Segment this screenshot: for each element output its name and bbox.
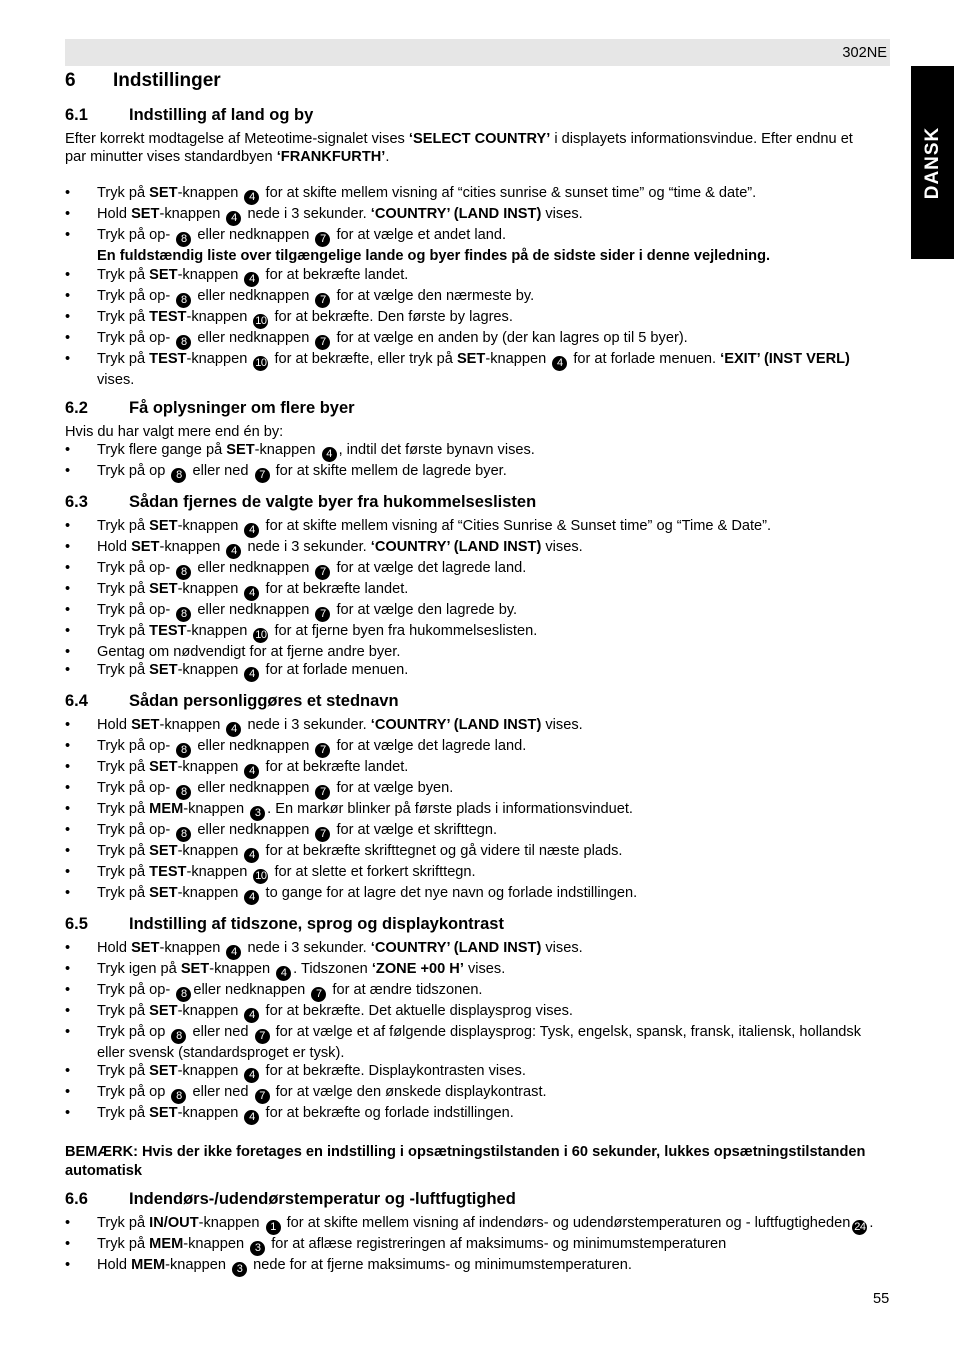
text-run: to gange for at lagre det nye navn og forlade indstillingen. [261, 885, 638, 902]
bold-text: ‘EXIT’ (INST VERL) [720, 350, 850, 367]
text-run: nede i 3 sekunder. [243, 539, 371, 556]
button-number-icon: 10 [255, 314, 267, 327]
bold-text: MEM [149, 801, 184, 818]
button-number-icon: 7 [255, 468, 270, 483]
button-number-icon: 8 [176, 827, 191, 842]
section-intro [65, 423, 875, 441]
button-number-icon: 10 [255, 629, 267, 642]
text-run: for at bekræfte landet. [261, 266, 409, 283]
button-number-icon: 1 [266, 1220, 281, 1235]
text-run: nede i 3 sekunder. [243, 206, 371, 223]
bold-text: SET [149, 1063, 178, 1080]
bold-text: SET [149, 759, 178, 776]
button-number-icon: 7 [315, 293, 330, 308]
button-number-icon: 4 [244, 190, 259, 205]
text-run: Gentag om nødvendigt for at fjerne andre byer. [97, 644, 401, 661]
list-item [65, 758, 875, 779]
page-number: 55 [873, 1291, 890, 1307]
list-item [65, 580, 875, 601]
list-item [65, 661, 875, 682]
list-item [65, 350, 875, 389]
button-number-icon: 7 [315, 232, 330, 247]
text-run: Tryk på op [97, 1024, 170, 1041]
button-number-icon: 7 [255, 1029, 270, 1044]
section-heading-6-1 [65, 106, 875, 127]
text-run: vises. [463, 961, 506, 978]
section-title: Indendørs-/udendørstemperatur og -luftfugtighed [129, 1189, 516, 1208]
text-run: for at bekræfte. Displaykontrasten vises. [261, 1063, 526, 1080]
text-run: Tryk på op- [97, 560, 175, 577]
text-run: -knappen [159, 206, 225, 223]
button-number-icon: 10 [255, 870, 267, 883]
list-item [65, 643, 875, 661]
text-run: -knappen [485, 350, 551, 367]
text-run: -knappen [177, 759, 243, 776]
text-run: Tryk på [97, 1063, 150, 1080]
text-run: -knappen [177, 843, 243, 860]
button-number-icon: 8 [176, 565, 191, 580]
text-run: Tryk på op- [97, 602, 175, 619]
text-run: -knappen [177, 581, 243, 598]
button-number-icon: 8 [171, 468, 186, 483]
text-run: -knappen [165, 1256, 231, 1273]
button-number-icon: 8 [176, 293, 191, 308]
section-title: Få oplysninger om flere byer [129, 398, 355, 417]
bold-text: TEST [149, 308, 187, 325]
text-run: Hold [97, 539, 132, 556]
text-run: for at vælge det lagrede land. [332, 560, 527, 577]
bold-text: SET [149, 662, 178, 679]
section-title: Indstilling af tidszone, sprog og displaykontrast [129, 915, 504, 934]
text-run: for at skifte mellem visning af indendørs- og udendørstemperaturen og - luftfugtigheden [282, 1214, 851, 1231]
bold-text: SET [131, 940, 160, 957]
text-run: -knappen [186, 308, 252, 325]
text-run: Tryk på op- [97, 780, 175, 797]
list-item [65, 1235, 875, 1256]
text-run: i displayets informationsvindue. Efter endnu et par minutter vises standardbyen [65, 131, 853, 166]
section-title: Indstilling af land og by [129, 106, 314, 124]
button-number-icon: 4 [244, 667, 259, 682]
chapter-number: 6 [65, 70, 76, 91]
text-run: Hold [97, 1256, 132, 1273]
section-number: 6.2 [65, 398, 88, 417]
text-run: Hvis du har valgt mere end én by: [65, 423, 284, 440]
button-number-icon: 8 [176, 232, 191, 247]
text-run: for at slette et forkert skrifttegn. [270, 864, 476, 881]
button-number-icon: 7 [315, 743, 330, 758]
text-run: eller ned [188, 1084, 253, 1101]
text-run: Tryk på [97, 1214, 150, 1231]
button-number-icon: 8 [176, 785, 191, 800]
text-run: vises. [97, 371, 135, 388]
text-run: Tryk på op- [97, 329, 175, 346]
text-run: eller ned [188, 1024, 253, 1041]
text-run: Tryk på [97, 623, 150, 640]
button-number-icon: 4 [244, 848, 259, 863]
button-number-icon: 3 [250, 806, 265, 821]
text-run: nede for at fjerne maksimums- og minimumstemperaturen. [249, 1256, 632, 1273]
bold-text: SET [226, 442, 255, 459]
section-heading-6-5 [65, 915, 875, 936]
button-number-icon: 4 [276, 966, 291, 981]
bold-text: ‘COUNTRY’ (LAND INST) [370, 717, 542, 734]
bold-text: SET [149, 1003, 178, 1020]
text-run: Tryk på [97, 662, 150, 679]
list-item [65, 1214, 875, 1235]
bold-text: TEST [149, 864, 187, 881]
text-run: -knappen [177, 885, 243, 902]
bold-text: ‘ZONE +00 H’ [371, 961, 464, 978]
bold-text: SET [149, 185, 178, 202]
text-run: eller nedknappen [193, 822, 314, 839]
button-number-icon: 7 [315, 827, 330, 842]
button-number-icon: 8 [171, 1089, 186, 1104]
text-run: -knappen [198, 1214, 264, 1231]
list-item [65, 1256, 875, 1277]
section-number: 6.1 [65, 106, 88, 124]
bold-text: SET [131, 206, 160, 223]
text-run: vises. [541, 539, 583, 556]
text-run: vises. [541, 940, 583, 957]
bold-text: SET [149, 1105, 178, 1122]
list-item [65, 800, 875, 821]
list-item [65, 1062, 875, 1083]
text-run: -knappen [177, 518, 243, 535]
text-run: eller nedknappen [193, 560, 314, 577]
text-run: Tryk på [97, 801, 150, 818]
bullet-list [65, 716, 875, 905]
text-run: -knappen [183, 801, 249, 818]
list-item [65, 1104, 875, 1125]
section-intro [65, 130, 875, 166]
text-run: -knappen [177, 185, 243, 202]
text-run: eller nedknappen [193, 738, 314, 755]
text-run: Tryk på [97, 885, 150, 902]
button-number-icon: 7 [315, 565, 330, 580]
button-number-icon: 7 [311, 987, 326, 1002]
text-run: for at bekræfte landet. [261, 759, 409, 776]
text-run: , indtil det første bynavn vises. [338, 442, 535, 459]
bullet-list [65, 441, 875, 483]
button-number-icon: 4 [226, 722, 241, 737]
button-number-icon: 4 [244, 1110, 259, 1125]
button-number-icon: 4 [244, 586, 259, 601]
text-run: eller nedknappen [193, 982, 310, 999]
text-run: -knappen [186, 864, 252, 881]
button-number-icon: 7 [255, 1089, 270, 1104]
button-number-icon: 4 [226, 945, 241, 960]
bullet-list [65, 1214, 875, 1277]
text-run: vises. [541, 717, 583, 734]
list-item [65, 842, 875, 863]
bold-text: MEM [149, 1235, 184, 1252]
text-run: for at vælge den lagrede by. [332, 602, 518, 619]
text-run: Hold [97, 206, 132, 223]
text-run: Hold [97, 940, 132, 957]
list-item [65, 517, 875, 538]
list-item [65, 559, 875, 580]
text-run: -knappen [186, 623, 252, 640]
list-item [65, 441, 875, 462]
text-run: Tryk på op- [97, 982, 175, 999]
text-run: for at bekræfte og forlade indstillingen. [261, 1105, 514, 1122]
section-title: Sådan personliggøres et stednavn [129, 692, 399, 711]
bold-text: TEST [149, 623, 187, 640]
section-title: Sådan fjernes de valgte byer fra hukommelseslisten [129, 493, 537, 512]
text-run: vises. [541, 206, 583, 223]
button-number-icon: 4 [244, 1008, 259, 1023]
text-run: Tryk på [97, 1003, 150, 1020]
bold-text: SET [149, 518, 178, 535]
bold-note: En fuldstændig liste over tilgængelige lande og byer findes på de sidste sider i denne vejledning. [97, 248, 771, 265]
chapter-title: Indstillinger [113, 70, 221, 91]
text-run: for at vælge et andet land. [332, 227, 507, 244]
list-item [65, 960, 875, 981]
text-run: for at vælge den ønskede displaykontrast. [271, 1084, 547, 1101]
text-run: for at bekræfte skrifttegnet og gå videre til næste plads. [261, 843, 623, 860]
list-item [65, 205, 875, 226]
model-number: 302NE [842, 45, 887, 61]
text-run: Tryk på [97, 266, 150, 283]
text-run: nede i 3 sekunder. [243, 717, 371, 734]
bold-text: SET [456, 350, 486, 367]
text-run: for at skifte mellem visning af “Cities Sunrise & Sunset time” og “Time & Date”. [261, 518, 772, 535]
text-run: for at forlade menuen. [569, 350, 721, 367]
button-number-icon: 7 [315, 785, 330, 800]
text-run: for at vælge et af følgende displaysprog: Tysk, engelsk, spansk, fransk, italiensk, hollandsk eller svensk (standardsproget er tysk). [97, 1024, 862, 1062]
list-item [65, 1083, 875, 1104]
bold-text: SET [149, 581, 178, 598]
text-run: -knappen [177, 1063, 243, 1080]
button-number-icon: 4 [552, 356, 567, 371]
text-run: Tryk på [97, 864, 150, 881]
button-number-icon: 3 [232, 1262, 247, 1277]
button-number-icon: 8 [176, 987, 191, 1002]
section-number: 6.6 [65, 1189, 88, 1208]
text-run: Tryk på [97, 1235, 150, 1252]
text-run: for at ændre tidszonen. [328, 982, 483, 999]
bold-text: SET [149, 885, 178, 902]
text-run: -knappen [254, 442, 320, 459]
page-content [65, 72, 875, 1277]
text-run: Tryk flere gange på [97, 442, 227, 459]
button-number-icon: 7 [315, 607, 330, 622]
bold-text: SET [149, 843, 178, 860]
section-heading-6-2 [65, 399, 875, 420]
list-item [65, 863, 875, 884]
text-run: for at vælge et skrifttegn. [332, 822, 498, 839]
bold-text: ‘COUNTRY’ (LAND INST) [370, 539, 542, 556]
text-run: for at skifte mellem de lagrede byer. [271, 463, 507, 480]
section-number: 6.5 [65, 915, 88, 934]
button-number-icon: 8 [171, 1029, 186, 1044]
text-run: Efter korrekt modtagelse af Meteotime-signalet vises [65, 131, 409, 147]
list-item [65, 287, 875, 308]
text-run: -knappen [186, 350, 252, 367]
section-heading-6-6 [65, 1190, 875, 1211]
text-run: Tryk på [97, 1105, 150, 1122]
button-number-icon: 10 [255, 356, 267, 369]
bold-text: TEST [149, 350, 187, 367]
text-run: Tryk på [97, 350, 150, 367]
list-item [65, 266, 875, 287]
text-run: Tryk på [97, 581, 150, 598]
text-run: -knappen [159, 717, 225, 734]
bold-text: ‘SELECT COUNTRY’ [408, 131, 551, 147]
text-run: Tryk på op- [97, 287, 175, 304]
section-number: 6.4 [65, 692, 88, 711]
bold-text: MEM [131, 1256, 166, 1273]
bold-text: SET [180, 961, 210, 978]
list-item [65, 779, 875, 800]
text-run: -knappen [159, 539, 225, 556]
button-number-icon: 8 [176, 335, 191, 350]
text-run: for at forlade menuen. [261, 662, 409, 679]
text-run: -knappen [209, 961, 275, 978]
bold-text: SET [149, 266, 178, 283]
text-run: for at bekræfte landet. [261, 581, 409, 598]
text-run: -knappen [183, 1235, 249, 1252]
list-item [65, 939, 875, 960]
text-run: nede i 3 sekunder. [243, 940, 371, 957]
button-number-icon: 4 [244, 1068, 259, 1083]
list-item [65, 462, 875, 483]
section-heading-6-3 [65, 493, 875, 514]
button-number-icon: 4 [322, 447, 337, 462]
text-run: Tryk på [97, 185, 150, 202]
button-number-icon: 7 [315, 335, 330, 350]
text-run: Tryk på op [97, 1084, 170, 1101]
text-run: eller ned [188, 463, 253, 480]
list-item [65, 308, 875, 329]
button-number-icon: 4 [244, 272, 259, 287]
text-run: Tryk på op- [97, 738, 175, 755]
bold-text: SET [131, 717, 160, 734]
text-run: Hold [97, 717, 132, 734]
text-run: for at vælge byen. [332, 780, 454, 797]
bold-text: SET [131, 539, 160, 556]
button-number-icon: 8 [176, 607, 191, 622]
note-paragraph: BEMÆRK: Hvis der ikke foretages en indstilling i opsætningstilstanden i 60 sekunder, lukkes opsætningstilstanden automatisk [65, 1144, 866, 1179]
button-number-icon: 4 [244, 523, 259, 538]
bullet-list [65, 184, 875, 388]
list-item-text [97, 227, 507, 246]
text-run: -knappen [177, 1003, 243, 1020]
text-run: Tryk på [97, 308, 150, 325]
text-run: for at aflæse registreringen af maksimums- og minimumstemperaturen [267, 1235, 727, 1252]
list-item [65, 329, 875, 350]
text-run: eller nedknappen [193, 602, 314, 619]
list-item [65, 226, 875, 265]
text-run: for at vælge en anden by (der kan lagres op til 5 byer). [332, 329, 688, 346]
text-run: Tryk på op- [97, 227, 175, 244]
button-number-icon: 3 [250, 1241, 265, 1256]
list-item [65, 184, 875, 205]
text-run: eller nedknappen [193, 329, 314, 346]
list-item [65, 538, 875, 559]
language-tab [911, 66, 954, 259]
text-run: Tryk på [97, 843, 150, 860]
bullet-list [65, 517, 875, 682]
list-item [65, 622, 875, 643]
text-run: for at fjerne byen fra hukommelseslisten. [270, 623, 538, 640]
list-item [65, 737, 875, 758]
text-run: Tryk på [97, 759, 150, 776]
text-run: Tryk igen på [97, 961, 181, 978]
text-run: eller nedknappen [193, 287, 314, 304]
list-item [65, 601, 875, 622]
chapter-heading [65, 72, 875, 96]
button-number-icon: 4 [244, 764, 259, 779]
bullet-list [65, 939, 875, 1125]
list-item [65, 981, 875, 1002]
section-heading-6-4 [65, 692, 875, 713]
text-run: eller nedknappen [193, 780, 314, 797]
list-item [65, 1002, 875, 1023]
text-run: -knappen [177, 662, 243, 679]
text-run: . Tidszonen [293, 961, 372, 978]
text-run: Tryk på op [97, 463, 170, 480]
bold-text: ‘COUNTRY’ (LAND INST) [370, 940, 542, 957]
text-run: for at bekræfte. Den første by lagres. [270, 308, 513, 325]
text-run: Tryk på [97, 518, 150, 535]
button-number-icon: 8 [176, 743, 191, 758]
button-number-icon: 4 [244, 890, 259, 905]
text-run: for at vælge den nærmeste by. [332, 287, 535, 304]
bold-text: ‘COUNTRY’ (LAND INST) [370, 206, 542, 223]
bold-text: ‘FRANKFURTH’ [276, 149, 386, 166]
button-number-icon: 4 [226, 544, 241, 559]
text-run: for at vælge det lagrede land. [332, 738, 527, 755]
text-run: -knappen [159, 940, 225, 957]
button-number-icon: 24 [854, 1220, 866, 1233]
text-run: for at skifte mellem visning af “cities sunrise & sunset time” og “time & date”. [261, 185, 757, 202]
text-run: . [869, 1214, 874, 1231]
list-item [65, 884, 875, 905]
text-run: Tryk på op- [97, 822, 175, 839]
list-item [65, 716, 875, 737]
text-run: . [385, 149, 390, 166]
text-run: eller nedknappen [193, 227, 314, 244]
language-tab-label: DANSK [921, 126, 943, 199]
header-bar [65, 39, 890, 66]
text-run: for at bekræfte. Det aktuelle displaysprog vises. [261, 1003, 573, 1020]
button-number-icon: 4 [226, 211, 241, 226]
list-item [65, 821, 875, 842]
list-item [65, 1023, 875, 1062]
text-run: -knappen [177, 266, 243, 283]
section-number: 6.3 [65, 493, 88, 512]
text-run: -knappen [177, 1105, 243, 1122]
text-run: . En markør blinker på første plads i informationsvinduet. [267, 801, 633, 818]
bold-text: IN/OUT [149, 1214, 199, 1231]
text-run: for at bekræfte, eller tryk på [270, 350, 457, 367]
